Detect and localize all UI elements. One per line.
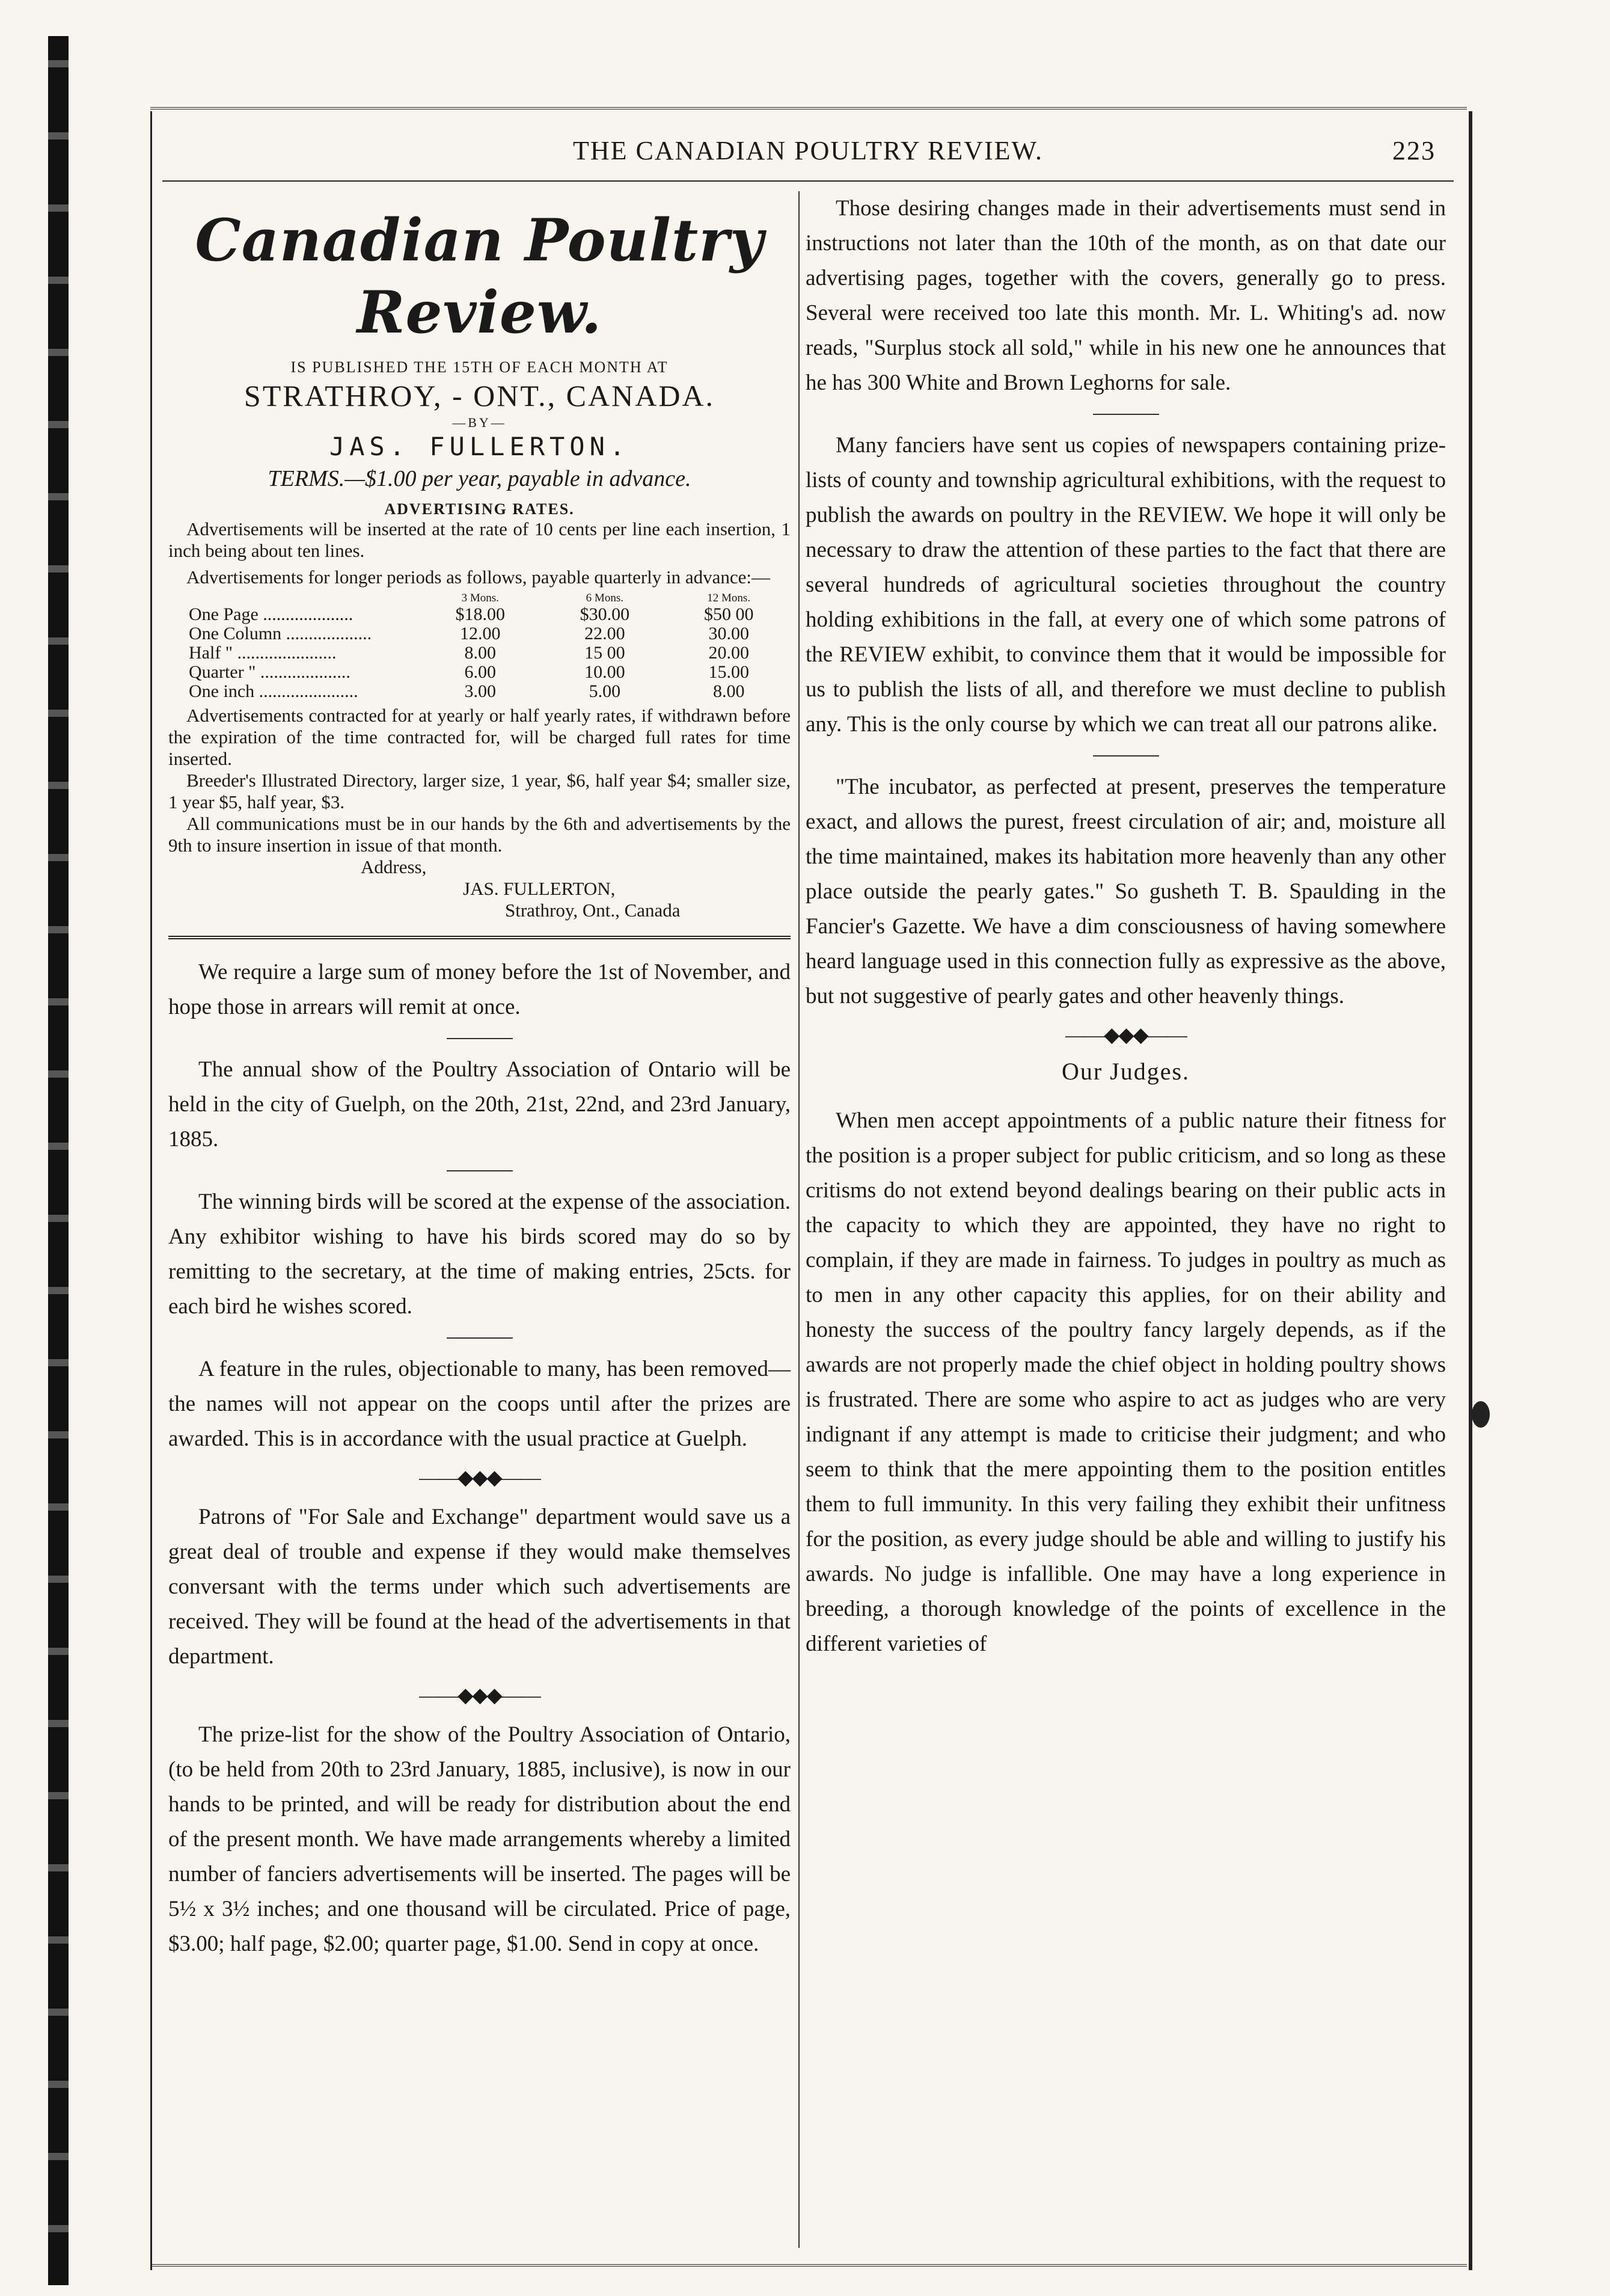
rate-value: 20.00	[708, 643, 749, 663]
left-column	[168, 191, 791, 1962]
address-place: Strathroy, Ont., Canada	[505, 900, 681, 921]
section-heading-our-judges: Our Judges.	[1061, 1058, 1190, 1085]
rate-value: 8.00	[464, 643, 496, 663]
rate-row	[180, 682, 791, 701]
address-name: JAS. FULLERTON,	[463, 878, 616, 899]
page-number: 223	[1392, 136, 1436, 165]
rate-value: $18.00	[455, 604, 505, 624]
running-head	[162, 135, 1454, 177]
rate-label: One Column ...................	[189, 624, 372, 643]
article-paragraph: We require a large sum of money before the 1st of November, and hope those in arrears will remit at once.	[168, 960, 791, 1019]
rate-row	[180, 624, 791, 643]
ornament-divider: ——◆◆◆——	[1065, 1024, 1186, 1046]
article-paragraph: The winning birds will be scored at the expense of the association. Any exhibitor wishing to have his birds scored may do so by remitting to the secretary, at the time of making entries, 25cts. for each bird he wishes scored.	[168, 1189, 791, 1319]
masthead-terms: TERMS.—$1.00 per year, payable in advance.	[268, 466, 691, 491]
rate-value: 3.00	[464, 681, 496, 701]
masthead-place: STRATHROY, - ONT., CANADA.	[243, 379, 715, 413]
rate-value: 8.00	[712, 681, 745, 701]
rate-header: 6 Mons.	[586, 592, 623, 604]
article-paragraph: "The incubator, as perfected at present, preserves the temperature exact, and allows the purest, freest circulation of air; and, moisture all the time maintained, makes its habitation more heavenly than any other place outside the pearly gates." So gusheth T. B. Spaulding in the Fancier's Gazette. We have a dim consciousness of having somewhere heard language used in this connection fully as expressive as the above, but not suggestive of pearly gates and other heavenly things.	[806, 775, 1446, 1008]
rate-value: $30.00	[580, 604, 630, 624]
address-block	[168, 856, 791, 921]
rate-row	[180, 605, 791, 624]
short-rule	[447, 1337, 513, 1339]
running-head-title: THE CANADIAN POULTRY REVIEW.	[573, 136, 1043, 165]
masthead-rule	[168, 936, 791, 939]
article-paragraph: The prize-list for the show of the Poultry Association of Ontario, (to be held from 20th to 23rd January, 1885, inclusive), is now in our hands to be printed, and will be ready for distribution about the end of the present month. We have made arrangements whereby a limited number of fanciers advertisements will be inserted. The pages will be 5½ x 3½ inches; and one thousand will be circulated. Price of page, $3.00; half page, $2.00; quarter page, $1.00. Send in copy at once.	[168, 1722, 791, 1956]
right-column	[806, 191, 1446, 1662]
rate-value: 6.00	[464, 662, 496, 682]
rate-label: One Page ....................	[189, 604, 354, 624]
article-paragraph: The annual show of the Poultry Association of Ontario will be held in the city of Guelph, on the 20th, 21st, 22nd, and 23rd January, 1885.	[168, 1057, 791, 1152]
article-paragraph: A feature in the rules, objectionable to many, has been removed—the names will not appear on the coops until after the prizes are awarded. This is in accordance with the usual practice at Guelph.	[168, 1357, 791, 1451]
masthead-by: —BY—	[452, 415, 507, 430]
rate-value: 5.00	[589, 681, 621, 701]
adv-longer-note: Advertisements for longer periods as follows, payable quarterly in advance:—	[186, 566, 771, 588]
rate-header: 3 Mons.	[461, 592, 499, 604]
ornament-divider: ——◆◆◆——	[419, 1467, 540, 1489]
article-paragraph: Many fanciers have sent us copies of newspapers containing prize-lists of county and township agricultural exhibitions, with the request to publish the awards on poultry in the REVIEW. We hope it will only be necessary to draw the attention of these parties to the fact that there are several hundreds of agricultural societies throughout the country holding exhibitions in the fall, at every one of which some patrons of the REVIEW exhibit, to convince them that it would be impossible for us to publish the lists of all, and therefore we must decline to publish any. This is the only course by which we can treat all our patrons alike.	[806, 433, 1446, 737]
directory-note: Breeder's Illustrated Directory, larger size, 1 year, $6, half year $4; smaller size, 1 year $5, half year, $3.	[168, 770, 791, 812]
rate-row	[180, 663, 791, 682]
article-paragraph: Those desiring changes made in their advertisements must send in instructions not later than the 10th of the month, as on that date our advertising pages, together with the covers, generally go to press. Several were received too late this month. Mr. L. Whiting's ad. now reads, "Surplus stock all sold," while in his new one he announces that he has 300 White and Brown Leghorns for sale.	[806, 196, 1446, 395]
short-rule	[1093, 755, 1159, 757]
column-divider	[798, 191, 800, 2248]
short-rule	[447, 1170, 513, 1171]
rate-row	[180, 643, 791, 663]
rate-table-header	[180, 592, 791, 605]
rate-header: 12 Mons.	[707, 592, 751, 604]
masthead-title: Canadian Poultry Review.	[195, 206, 764, 346]
short-rule	[1093, 414, 1159, 415]
rate-value: 12.00	[459, 624, 501, 643]
top-rule	[150, 107, 1467, 109]
rate-label: Quarter " ....................	[189, 662, 350, 682]
rate-table	[180, 592, 791, 701]
article-paragraph: Patrons of "For Sale and Exchange" department would save us a great deal of trouble and expense if they would make themselves conversant with the terms under which such advertisements are received. They will be found at the head of the advertisements in that department.	[168, 1505, 791, 1669]
bottom-rule	[150, 2264, 1467, 2267]
address-label: Address,	[361, 856, 427, 877]
rate-label: One inch ......................	[189, 681, 358, 701]
rate-value: $50 00	[703, 604, 754, 624]
rate-label: Half " ......................	[189, 643, 337, 663]
communications-note: All communications must be in our hands by the 6th and advertisements by the 9th to insure insertion in issue of that month.	[168, 813, 791, 856]
rate-value: 15.00	[708, 662, 749, 682]
adv-rate-note: Advertisements will be inserted at the rate of 10 cents per line each insertion, 1 inch being about ten lines.	[168, 518, 791, 561]
rate-value: 22.00	[584, 624, 625, 643]
ornament-divider: ——◆◆◆——	[419, 1684, 540, 1707]
rate-value: 15 00	[584, 643, 625, 663]
head-rule	[162, 180, 1454, 182]
contract-note: Advertisements contracted for at yearly or half yearly rates, if withdrawn before the expiration of the time contracted for, will be charged full rates for time inserted.	[168, 705, 791, 769]
masthead-published: IS PUBLISHED THE 15TH OF EACH MONTH AT	[290, 358, 669, 376]
advertising-rates-title: ADVERTISING RATES.	[384, 500, 575, 518]
rate-value: 30.00	[708, 624, 749, 643]
masthead-editor: JAS. FULLERTON.	[329, 432, 630, 461]
rate-value: 10.00	[584, 662, 625, 682]
short-rule	[447, 1038, 513, 1039]
binding-edge	[48, 36, 69, 2285]
article-paragraph: When men accept appointments of a public nature their fitness for the position is a proper subject for public criticism, and so long as these critisms do not extend beyond dealings bearing on their public acts in the capacity to which they are appointed, they have no right to complain, if they are made in fairness. To judges in poultry as much as to men in any other capacity this applies, for on their ability and honesty the success of the poultry fancy largely depends, as if the awards are not properly made the chief object in holding poultry shows is frustrated. There are some who aspire to act as judges who are very indignant if any attempt is made to criticise their judgment; and who seem to think that the mere appointing them to the position entitles them to full immunity. In this very failing they exhibit their unfitness for the position, as every judge should be able and willing to justify his awards. No judge is infallible. One may have a long experience in breeding, a thorough knowledge of the points of excellence in the different varieties of	[806, 1108, 1446, 1656]
masthead	[168, 204, 791, 518]
ink-blot	[1472, 1401, 1490, 1428]
